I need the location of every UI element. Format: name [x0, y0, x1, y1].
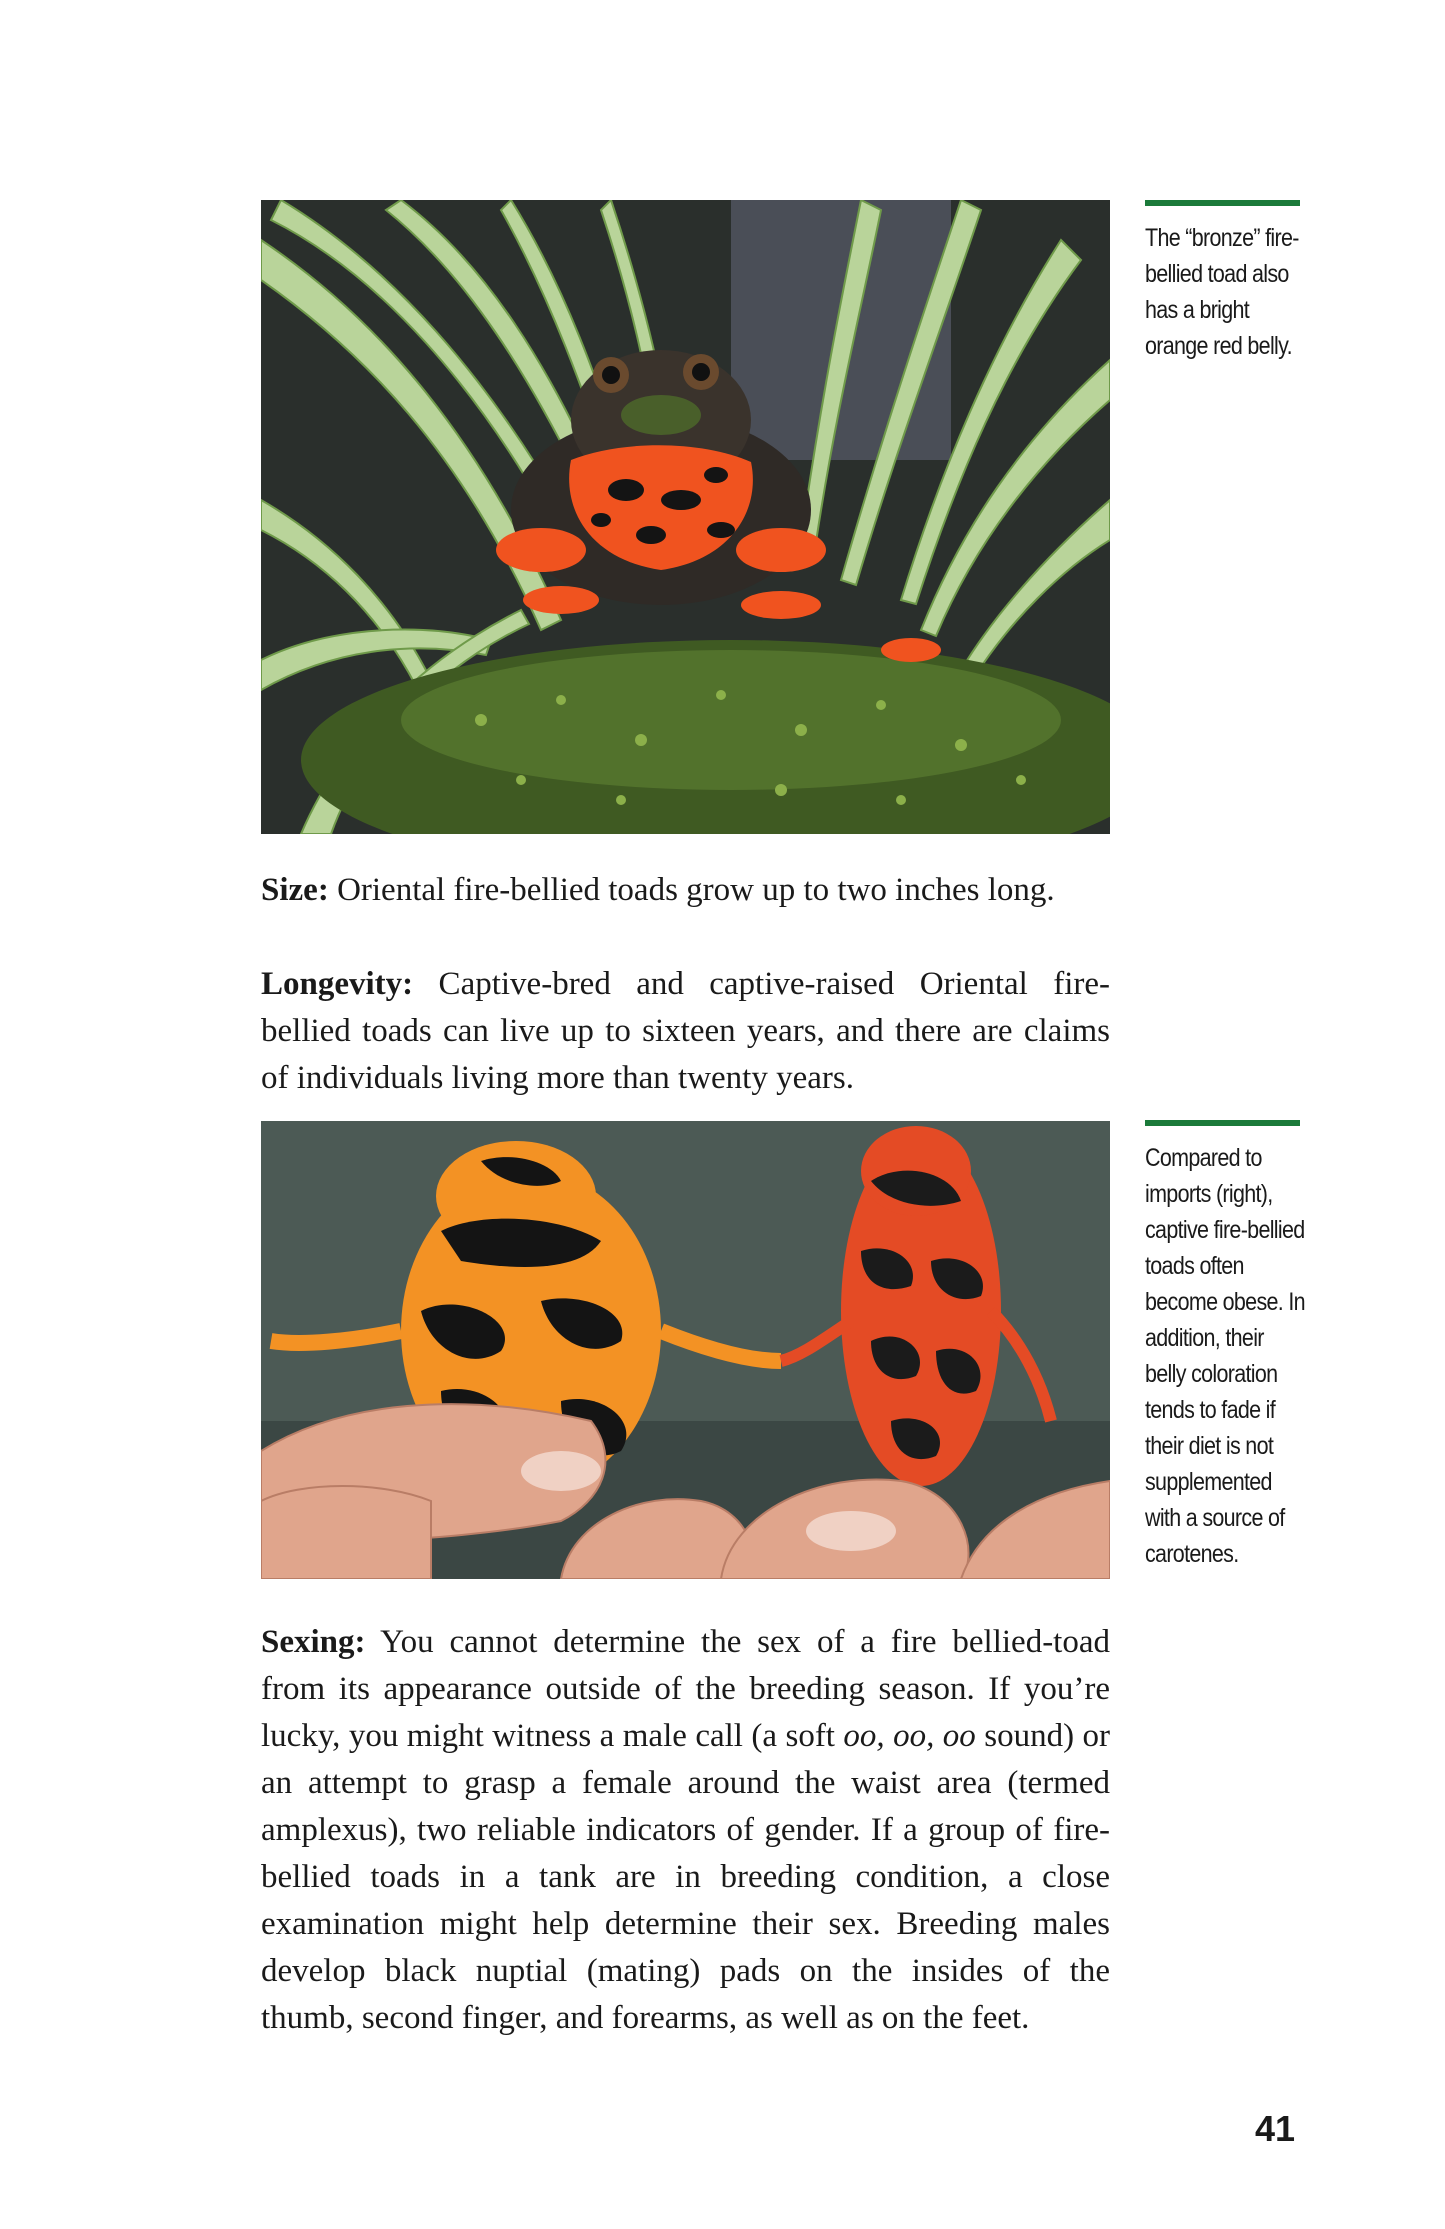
size-label: Size:: [261, 872, 329, 908]
sexing-text-after: sound) or an attempt to grasp a female around the waist area (termed amplexus), two reliable indicators of gender. If a group of fire-bellied toads in a tank are in breeding condition, a close examination might help determine their sex. Breeding males develop black nuptial (mating) pads on the insides of the thumb, second finger, and forearms, as well as on the feet.: [261, 1718, 1110, 2036]
caption-bronze-toad: [1145, 200, 1305, 364]
caption-text: The “bronze” fire-bellied toad also has a bright orange red belly.: [1145, 224, 1299, 360]
caption-text: Compared to imports (right), captive fire-bellied toads often become obese. In addition, their belly coloration tends to fade if their diet is not supplemented with a source of carotenes.: [1145, 1144, 1305, 1568]
belly-comparison-illustration: [261, 1121, 1110, 1579]
longevity-text: Captive-bred and captive-raised Oriental fire-bellied toads can live up to sixteen years, and there are claims of individuals living more than twenty years.: [261, 966, 1110, 1096]
size-text: Oriental fire-bellied toads grow up to two inches long.: [328, 872, 1055, 908]
size-paragraph: [261, 867, 1110, 914]
sexing-call: oo, oo, oo: [843, 1718, 976, 1754]
page-number: 41: [1255, 2108, 1296, 2149]
photo-belly-comparison: [261, 1121, 1110, 1579]
longevity-label: Longevity:: [261, 966, 414, 1002]
caption-rule: [1145, 1120, 1300, 1126]
caption-belly-comparison: [1145, 1120, 1305, 1572]
bronze-toad-illustration: [261, 200, 1110, 834]
caption-rule: [1145, 200, 1300, 206]
sexing-paragraph: [261, 1619, 1110, 2042]
sexing-label: Sexing:: [261, 1624, 366, 1660]
photo-bronze-toad: [261, 200, 1110, 834]
longevity-paragraph: [261, 961, 1110, 1102]
sexing-text-before: You cannot determine the sex of a fire bellied-toad from its appearance outside of the breeding season. If you’re lucky, you might witness a male call (a soft: [261, 1624, 1110, 1754]
